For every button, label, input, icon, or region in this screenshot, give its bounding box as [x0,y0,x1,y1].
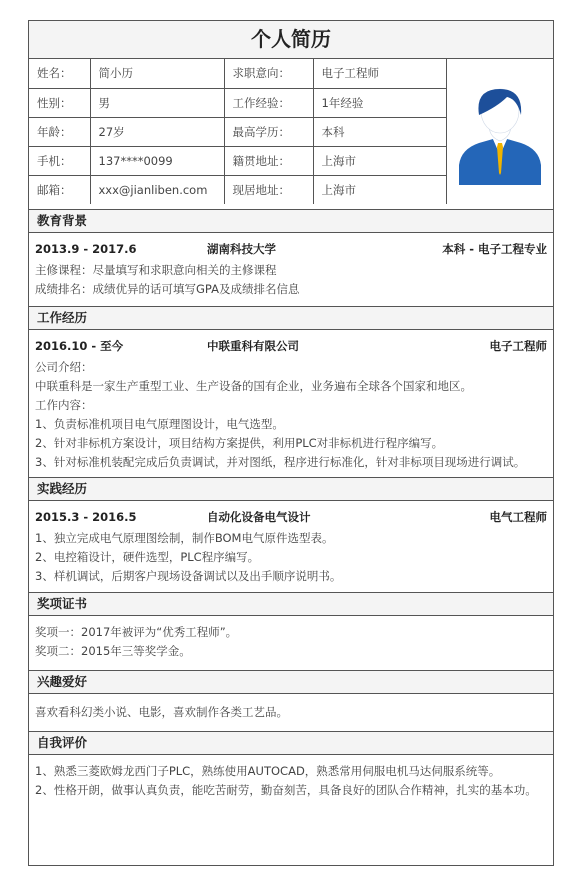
profile-photo [447,59,553,209]
name-label: 姓名： [29,59,90,88]
text-line: 成绩排名：成绩优异的话可填写GPA及成绩排名信息 [35,282,300,296]
text-line: 工作内容： [35,398,93,412]
avatar-icon [457,85,543,185]
practice-date: 2015.3 - 2016.5 [35,510,137,524]
resume [28,20,554,866]
text-line: 主修课程：尽量填写和求职意向相关的主修课程 [35,263,277,277]
residence-label: 现居地址： [224,175,313,204]
text-line: 3、针对标准机装配完成后负责调试，并对图纸，程序进行标准化，针对非标项目现场进行调试。 [35,455,526,469]
work-entry [35,334,547,358]
education-level-label: 最高学历： [224,117,313,146]
education-major: 本科 - 电子工程专业 [442,242,547,256]
work-company: 中联重科有限公司 [207,339,299,353]
personal-info [29,59,553,210]
gender-label: 性别： [29,88,90,117]
practice-project: 自动化设备电气设计 [207,510,311,524]
text-line: 1、独立完成电气原理图绘制，制作BOM电气原件选型表。 [35,531,334,545]
info-table [29,59,447,204]
info-row [29,117,446,146]
job-target-value: 电子工程师 [313,59,446,88]
job-target-label: 求职意向： [224,59,313,88]
practice-section [29,505,553,593]
age-value: 27岁 [90,117,224,146]
work-section [29,334,553,478]
text-line: 2、性格开朗，做事认真负责，能吃苦耐劳，勤奋刻苦，具备良好的团队合作精神，扎实的基本功。 [35,783,537,797]
hometown-label: 籍贯地址： [224,146,313,175]
gender-value: 男 [90,88,224,117]
phone-value: 137****0099 [90,146,224,175]
awards-section [29,616,553,671]
education-heading: 教育背景 [29,210,553,233]
education-section [29,237,553,307]
text-line: 中联重科是一家生产重型工业、生产设备的国有企业，业务遍布全球各个国家和地区。 [35,379,472,393]
self-evaluation-section [29,755,553,800]
text-line: 2、电控箱设计，硬件选型，PLC程序编写。 [35,550,260,564]
work-date: 2016.10 - 至今 [35,339,124,353]
awards-heading: 奖项证书 [29,593,553,616]
education-level-value: 本科 [313,117,446,146]
experience-value: 1年经验 [313,88,446,117]
work-heading: 工作经历 [29,307,553,330]
info-row [29,59,446,88]
info-row [29,175,446,204]
info-row [29,88,446,117]
text-line: 2、针对非标机方案设计，项目结构方案提供，利用PLC对非标机进行程序编写。 [35,436,444,450]
resume-title: 个人简历 [29,21,553,59]
text-line: 公司介绍： [35,360,93,374]
text-line: 奖项一：2017年被评为“优秀工程师”。 [35,625,238,639]
hobbies-heading: 兴趣爱好 [29,671,553,694]
education-school: 湖南科技大学 [207,242,276,256]
text-line: 1、负责标准机项目电气原理图设计，电气选型。 [35,417,284,431]
age-label: 年龄： [29,117,90,146]
email-label: 邮箱： [29,175,90,204]
hobbies-section [29,694,553,732]
text-line: 3、样机调试，后期客户现场设备调试以及出手顺序说明书。 [35,569,342,583]
practice-role: 电气工程师 [489,510,547,524]
residence-value: 上海市 [313,175,446,204]
text-line: 喜欢看科幻类小说、电影，喜欢制作各类工艺品。 [35,705,288,719]
hometown-value: 上海市 [313,146,446,175]
practice-heading: 实践经历 [29,478,553,501]
work-role: 电子工程师 [489,339,547,353]
experience-label: 工作经验： [224,88,313,117]
text-line: 奖项二：2015年三等奖学金。 [35,644,191,658]
self-evaluation-heading: 自我评价 [29,732,553,755]
phone-label: 手机： [29,146,90,175]
email-value: xxx@jianliben.com [90,175,224,204]
education-date: 2013.9 - 2017.6 [35,242,137,256]
name-value: 简小历 [90,59,224,88]
education-entry [35,237,547,261]
text-line: 1、熟悉三菱欧姆龙西门子PLC，熟练使用AUTOCAD，熟悉常用伺服电机马达伺服系统等。 [35,764,501,778]
info-row [29,146,446,175]
practice-entry [35,505,547,529]
